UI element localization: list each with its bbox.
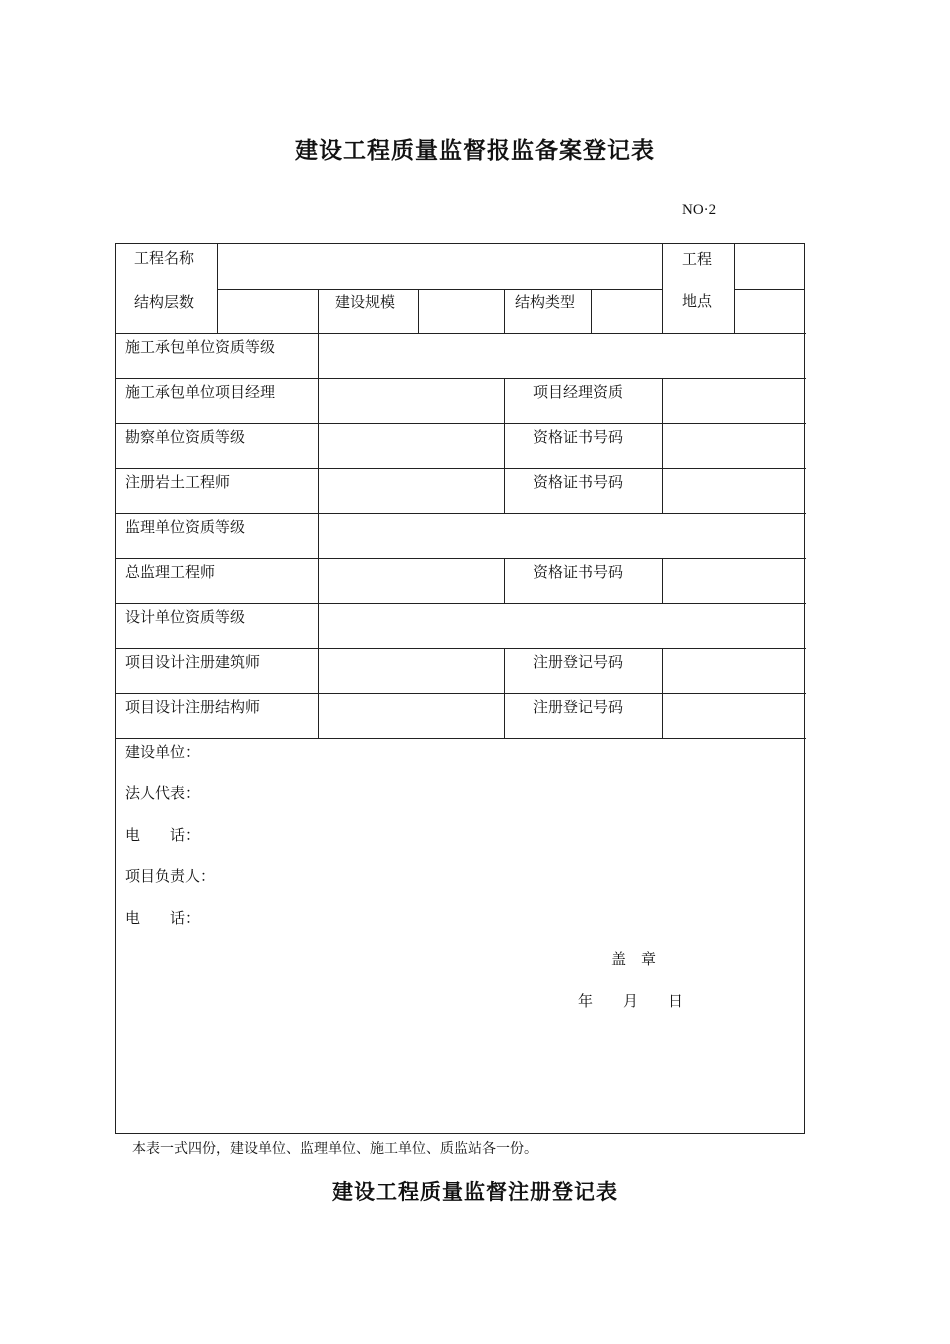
owner-unit-label: 建设单位： <box>125 743 201 761</box>
registration-form-table <box>115 243 805 1134</box>
column-divider <box>318 333 319 738</box>
construction-scale-label: 建设规模 <box>335 293 396 311</box>
document-number: NO·2 <box>682 202 717 218</box>
registration-number-label: 注册登记号码 <box>533 653 624 671</box>
design-unit-qualification-label: 设计单位资质等级 <box>125 608 246 626</box>
next-form-title: 建设工程质量监督注册登记表 <box>332 1179 618 1204</box>
row-divider <box>116 423 806 424</box>
chief-supervisor-label: 总监理工程师 <box>125 563 216 581</box>
row-divider <box>116 333 806 334</box>
column-divider <box>217 244 218 333</box>
row-divider <box>116 513 806 514</box>
row-divider <box>734 289 805 290</box>
pm-qualification-label: 项目经理资质 <box>533 383 624 401</box>
column-divider <box>662 648 663 738</box>
row-divider <box>116 738 806 739</box>
certificate-number-label: 资格证书号码 <box>533 428 624 446</box>
project-name-label: 工程名称 <box>134 249 195 267</box>
contractor-pm-label: 施工承包单位项目经理 <box>125 383 276 401</box>
geotechnical-engineer-label: 注册岩土工程师 <box>125 473 231 491</box>
footnote: 本表一式四份，建设单位、监理单位、施工单位、质监站各一份。 <box>132 1141 538 1157</box>
legal-representative-label: 法人代表： <box>125 784 201 802</box>
column-divider <box>662 558 663 603</box>
contractor-qualification-label: 施工承包单位资质等级 <box>125 338 276 356</box>
column-divider <box>662 244 663 333</box>
seal-label: 盖 章 <box>611 950 657 968</box>
registered-architect-label: 项目设计注册建筑师 <box>125 653 261 671</box>
location-label-line2: 地点 <box>682 292 713 310</box>
column-divider <box>662 378 663 513</box>
date-label: 年 月 日 <box>578 992 684 1010</box>
row-divider <box>116 378 806 379</box>
supervision-unit-qualification-label: 监理单位资质等级 <box>125 518 246 536</box>
column-divider <box>418 289 419 333</box>
survey-unit-qualification-label: 勘察单位资质等级 <box>125 428 246 446</box>
form-title: 建设工程质量监督报监备案登记表 <box>295 137 655 164</box>
registered-structural-engineer-label: 项目设计注册结构师 <box>125 698 261 716</box>
column-divider <box>504 648 505 738</box>
row-divider <box>116 648 806 649</box>
certificate-number-label: 资格证书号码 <box>533 563 624 581</box>
row-divider <box>116 693 806 694</box>
registration-number-label: 注册登记号码 <box>533 698 624 716</box>
row-divider <box>116 468 806 469</box>
row-divider <box>116 558 806 559</box>
phone-label-2: 电 话： <box>125 909 201 927</box>
location-label-line1: 工程 <box>682 250 713 268</box>
column-divider <box>591 289 592 333</box>
structure-floors-label: 结构层数 <box>134 293 195 311</box>
column-divider <box>734 244 735 333</box>
column-divider <box>504 558 505 603</box>
row-divider <box>116 603 806 604</box>
structure-type-label: 结构类型 <box>515 293 576 311</box>
certificate-number-label: 资格证书号码 <box>533 473 624 491</box>
column-divider <box>504 378 505 513</box>
column-divider <box>318 289 319 333</box>
project-leader-label: 项目负责人： <box>125 867 216 885</box>
row-divider <box>218 289 662 290</box>
phone-label: 电 话： <box>125 826 201 844</box>
column-divider <box>504 289 505 333</box>
